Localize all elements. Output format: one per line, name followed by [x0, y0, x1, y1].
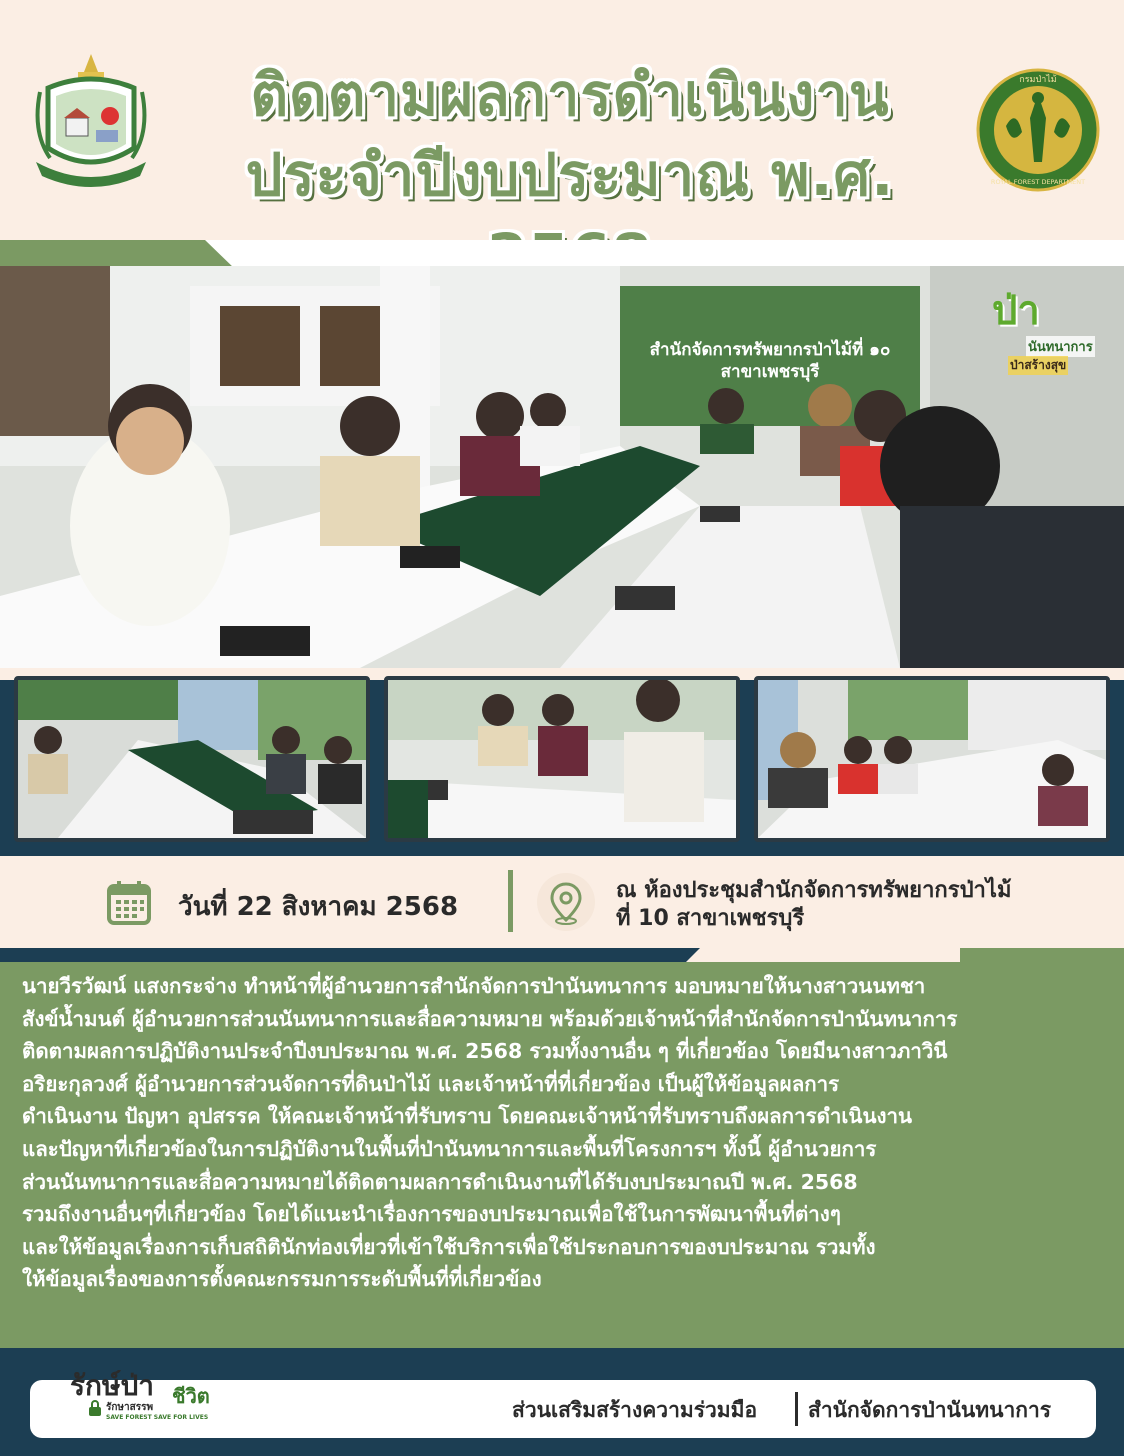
meeting-photo-3 [754, 676, 1110, 842]
body-line: ส่วนนันทนาการและสื่อความหมายได้ติดตามผลการดำเนินงานที่ได้รับงบประมาณปี พ.ศ. 2568 [22, 1169, 858, 1194]
body-line: ดำเนินงาน ปัญหา อุปสรรค ให้คณะเจ้าหน้าที่รับทราบ โดยคณะเจ้าหน้าที่รับทราบถึงผลการดำเนินงาน [22, 1104, 912, 1129]
rfd-logo-top-text: กรมป่าไม้ [1019, 75, 1057, 85]
nanthanakan-overlay-logo [990, 278, 1104, 378]
footer-left-text: ส่วนเสริมสร้างความร่วมมือ [512, 1398, 758, 1422]
body-line: ให้ข้อมูลเรื่องของการตั้งคณะกรรมการระดับพื้นที่ที่เกี่ยวข้อง [22, 1267, 542, 1292]
body-line: รวมถึงงานอื่นๆที่เกี่ยวข้อง โดยได้แนะนำเรื่องการของบประมาณเพื่อใช้ในการพัฒนาพื้นที่ต่างๆ [22, 1202, 841, 1227]
footer-separator [795, 1392, 798, 1426]
event-location-line2: ที่ 10 สาขาเพชรบุรี [616, 906, 805, 931]
overlay-logo-line2: ป่าสร้างสุข [1008, 356, 1068, 375]
event-date: วันที่ 22 สิงหาคม 2568 [178, 892, 459, 922]
location-pin-icon [536, 872, 596, 932]
meeting-photo-1 [14, 676, 370, 842]
page-title-line1: ติดตามผลการดำเนินงาน [250, 61, 890, 129]
overlay-logo-line1: นันทนาการ [1026, 336, 1095, 357]
banner-line2: สาขาเพชรบุรี [720, 362, 820, 382]
footer-logo-side: ชีวิต [172, 1384, 210, 1408]
body-line: และให้ข้อมูลเรื่องการเก็บสถิตินักท่องเที่ยวที่เข้าใช้บริการเพื่อใช้ประกอบการของบประมาณ รวมทั้ง [22, 1234, 876, 1259]
provincial-emblem-logo [30, 52, 152, 190]
meeting-photo-2 [384, 676, 740, 842]
rfd-logo-bottom-text: ROYAL FOREST DEPARTMENT [990, 178, 1086, 186]
body-line: ติดตามผลการปฏิบัติงานประจำปีงบประมาณ พ.ศ. 2568 รวมทั้งงานอื่น ๆ ที่เกี่ยวข้อง โดยมีนางสาวภาวินี [22, 1039, 948, 1064]
footer-logo-sub: รักษาสรรพ [106, 1402, 154, 1413]
body-paragraph [22, 970, 1102, 1296]
calendar-icon [106, 880, 152, 926]
page-title-line2: ประจำปีงบประมาณ พ.ศ. [245, 141, 895, 209]
footer-logo-en: SAVE FOREST SAVE FOR LIVES [106, 1414, 209, 1421]
royal-forest-department-logo [976, 68, 1100, 192]
main-meeting-photo [0, 266, 1124, 668]
lock-icon [88, 1400, 102, 1416]
save-forest-logo [62, 1362, 232, 1428]
info-divider [508, 870, 513, 932]
overlay-logo-big: ป่า [992, 288, 1040, 334]
body-line: และปัญหาที่เกี่ยวข้องในการปฏิบัติงานในพื้นที่ป่านันทนาการและพื้นที่โครงการฯ ทั้งนี้ ผู้อำนวยการ [22, 1136, 877, 1161]
body-line: นายวีรวัฒน์ แสงกระจ่าง ทำหน้าที่ผู้อำนวยการสำนักจัดการป่านันทนาการ มอบหมายให้นางสาวนนทชา [22, 974, 926, 998]
body-line: สังข์น้ำมนต์ ผู้อำนวยการส่วนนันทนาการและสื่อความหมาย พร้อมด้วยเจ้าหน้าที่สำนักจัดการป่านันทนาการ [22, 1006, 958, 1031]
banner-line1: สำนักจัดการทรัพยากรป่าไม้ที่ ๑๐ [649, 340, 891, 360]
footer-right-text: สำนักจัดการป่านันทนาการ [808, 1398, 1052, 1422]
body-line: อริยะกุลวงศ์ ผู้อำนวยการส่วนจัดการที่ดินป่าไม้ และเจ้าหน้าที่ที่เกี่ยวข้อง เป็นผู้ให้ข้อมูลผลการ [22, 1071, 840, 1096]
footer-logo-main: รักษ์ป่า [70, 1369, 154, 1402]
event-location-line1: ณ ห้องประชุมสำนักจัดการทรัพยากรป่าไม้ [616, 878, 1012, 903]
